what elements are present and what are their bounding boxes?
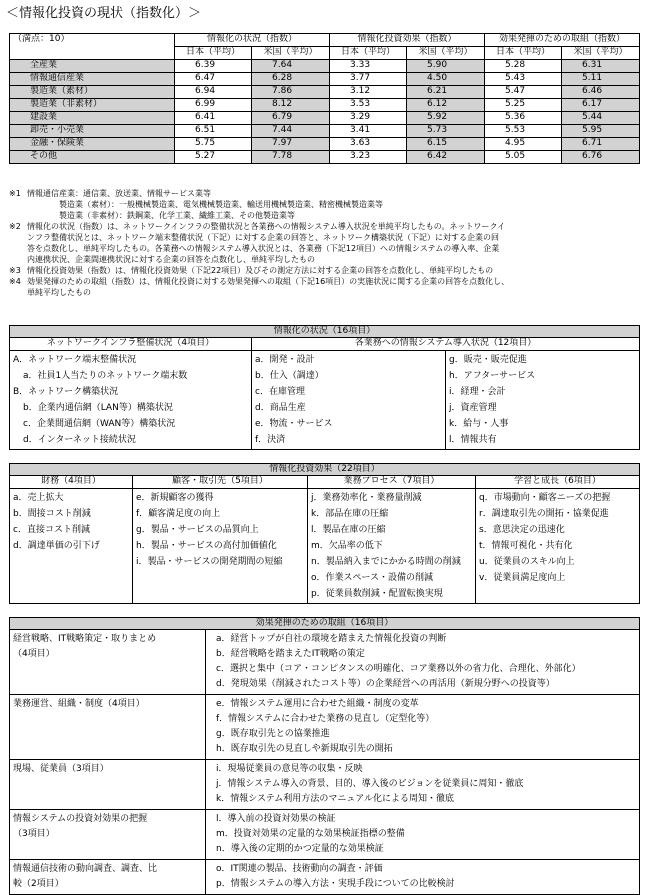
list-item: c．企業間通信網（WAN等）構築状況 bbox=[23, 418, 176, 429]
note-line: 製造業（非素材）：鉄鋼業、化学工業、繊維工業、その他製造業等 bbox=[59, 211, 295, 220]
list-item: g．販売・販売促進 bbox=[449, 354, 527, 365]
list-item: l．製品在庫の圧縮 bbox=[311, 524, 386, 535]
note-line: 情報化投資効果（指数）は、情報化投資効果（下記22項目）及びその測定方法に対する企業の回答を点数化し、単純平均したもの bbox=[27, 266, 494, 275]
index-value: 5.11 bbox=[562, 73, 640, 86]
index-value: 3.29 bbox=[330, 112, 407, 125]
note-line: 内連携状況、企業間連携状況に対する企業の回答を点数化し、単純平均したもの bbox=[27, 255, 315, 264]
list-item: o．作業スペース・設備の削減 bbox=[311, 572, 434, 583]
index-value: 4.50 bbox=[407, 73, 485, 86]
list-item: g．既存取引先との協業推進 bbox=[216, 729, 330, 740]
list-item: m．投資対効果の定量的な効果検証指標の整備 bbox=[216, 829, 405, 840]
list-item: u．従業員のスキル向上 bbox=[479, 556, 575, 567]
industry-label: その他 bbox=[10, 151, 175, 164]
effort-row bbox=[10, 695, 640, 760]
index-value: 6.31 bbox=[562, 60, 640, 73]
note-line: 情報化の状況（指数）は、ネットワークインフラの整備状況と各業務への情報システム導入状況を単純平均したもの。ネットワークイ bbox=[27, 222, 506, 231]
index-value: 6.28 bbox=[252, 73, 330, 86]
sub-header: 米国（平均） bbox=[252, 47, 330, 60]
index-value: 6.94 bbox=[175, 86, 252, 99]
index-value: 6.15 bbox=[407, 138, 485, 151]
list-item: a．社員1人当たりのネットワーク端末数 bbox=[23, 370, 188, 381]
index-value: 6.41 bbox=[175, 112, 252, 125]
index-value: 3.63 bbox=[330, 138, 407, 151]
note-text bbox=[27, 188, 641, 199]
list-item: d．インターネット接続状況 bbox=[23, 434, 136, 445]
sub-header: 米国（平均） bbox=[562, 47, 640, 60]
note-text bbox=[27, 265, 641, 276]
index-value: 7.97 bbox=[252, 138, 330, 151]
list-item: f．顧客満足度の向上 bbox=[136, 508, 221, 519]
table-row bbox=[10, 112, 640, 125]
index-value: 5.95 bbox=[562, 125, 640, 138]
category-line: 業務運営、組織・制度（4項目） bbox=[13, 699, 145, 710]
effort-row bbox=[10, 760, 640, 810]
effort-category bbox=[10, 695, 206, 760]
category-line: 情報システムの投資対効果の把握 bbox=[13, 814, 148, 825]
industry-label: 情報通信産業 bbox=[10, 73, 175, 86]
list-item: o．IT関連の製品、技術動向の調査・評価 bbox=[216, 864, 383, 875]
list-item: c．在庫管理 bbox=[255, 386, 305, 397]
list-item: l．情報共有 bbox=[449, 434, 497, 445]
index-table bbox=[9, 33, 640, 164]
list-item: k．情報システム利用方法のマニュアル化による周知・徹底 bbox=[216, 794, 454, 805]
sub-header: 日本（平均） bbox=[330, 47, 407, 60]
effect-list bbox=[308, 488, 476, 603]
list-item: i．製品・サービスの開発期間の短縮 bbox=[136, 556, 283, 567]
index-value: 6.46 bbox=[562, 86, 640, 99]
list-item: k．給与・人事 bbox=[449, 418, 509, 429]
index-value: 7.44 bbox=[252, 125, 330, 138]
category-line: 較（2項目） bbox=[13, 879, 64, 890]
column-header: 財務（4項目） bbox=[10, 476, 133, 488]
index-value: 7.78 bbox=[252, 151, 330, 164]
note-line: 単純平均したもの bbox=[27, 288, 91, 297]
industry-label: 金融・保険業 bbox=[10, 138, 175, 151]
list-item: v．従業員満足度向上 bbox=[479, 572, 566, 583]
category-line: 経営戦略、IT戦略策定・取りまとめ bbox=[13, 634, 157, 645]
list-item: e．情報システム運用に合わせた組織・制度の変革 bbox=[216, 699, 419, 710]
table-row bbox=[10, 138, 640, 151]
effect-list bbox=[133, 488, 308, 603]
sub-header: 米国（平均） bbox=[407, 47, 485, 60]
ops-list bbox=[446, 350, 640, 449]
list-item: p．従業員数削減・配置転換実現 bbox=[311, 588, 443, 599]
index-value: 5.28 bbox=[485, 60, 562, 73]
index-value: 6.76 bbox=[562, 151, 640, 164]
index-value: 3.23 bbox=[330, 151, 407, 164]
category-line: （3項目） bbox=[13, 829, 55, 840]
scale-label: （満点：10） bbox=[10, 34, 175, 60]
list-item: e．物流・サービス bbox=[255, 418, 333, 429]
ops-list bbox=[252, 350, 446, 449]
group-header-status: 情報化の状況（指数） bbox=[175, 34, 330, 47]
index-value: 6.21 bbox=[407, 86, 485, 99]
note-mark: ※2 bbox=[9, 222, 21, 231]
column-header: ネットワークインフラ整備状況（4項目） bbox=[10, 338, 252, 350]
note-mark bbox=[9, 199, 27, 210]
effect-list bbox=[10, 488, 133, 603]
note bbox=[9, 188, 641, 199]
info-status-section bbox=[9, 325, 640, 450]
column-header: 学習と成長（6項目） bbox=[476, 476, 640, 488]
note-mark bbox=[9, 210, 27, 221]
list-item: h．アフターサービス bbox=[449, 370, 536, 381]
list-item: j．業務効率化・業務量削減 bbox=[311, 492, 422, 503]
list-item: d．発現効果（削減されたコスト等）の企業経営への再活用（新規分野への投資等） bbox=[216, 679, 555, 690]
index-value: 5.73 bbox=[407, 125, 485, 138]
note bbox=[9, 265, 641, 276]
note-text bbox=[27, 221, 641, 265]
index-value: 5.44 bbox=[562, 112, 640, 125]
index-value: 5.53 bbox=[485, 125, 562, 138]
page-title: ＜情報化投資の現状（指数化）＞ bbox=[6, 6, 202, 21]
index-value: 8.12 bbox=[252, 99, 330, 112]
list-item: q．市場動向・顧客ニーズの把握 bbox=[479, 492, 611, 503]
column-header: 業務プロセス（7項目） bbox=[308, 476, 476, 488]
index-value: 5.75 bbox=[175, 138, 252, 151]
index-value: 6.79 bbox=[252, 112, 330, 125]
list-item: r．調達取引先の開拓・協業促進 bbox=[479, 508, 609, 519]
list-item: n．製品納入までにかかる時間の削減 bbox=[311, 556, 461, 567]
effort-row bbox=[10, 810, 640, 860]
index-value: 5.36 bbox=[485, 112, 562, 125]
effort-category bbox=[10, 630, 206, 695]
note-mark: ※4 bbox=[9, 277, 21, 286]
list-item: n．導入後の定期的かつ定量的な効果検証 bbox=[216, 844, 384, 855]
list-item: b．仕入（調達） bbox=[255, 370, 324, 381]
list-item: f．情報システムに合わせた業務の見直し（定型化等） bbox=[216, 714, 435, 725]
index-value: 5.47 bbox=[485, 86, 562, 99]
effort-items bbox=[206, 760, 640, 810]
index-value: 6.51 bbox=[175, 125, 252, 138]
industry-label: 卸売・小売業 bbox=[10, 125, 175, 138]
list-item: c．直接コスト削減 bbox=[13, 524, 90, 535]
list-item: h．既存取引先の見直しや新規取引先の開拓 bbox=[216, 744, 393, 755]
note-line: 効果発揮のための取組（指数）は、情報化投資に対する効果発揮への取組（下記16項目）の実施状況に関する企業の回答を点数化し、 bbox=[27, 277, 510, 286]
index-value: 6.12 bbox=[407, 99, 485, 112]
infra-list bbox=[10, 350, 252, 449]
industry-label: 製造業（非素材） bbox=[10, 99, 175, 112]
table-row bbox=[10, 125, 640, 138]
list-item: b．企業内通信網（LAN等）構築状況 bbox=[23, 402, 173, 413]
section-title: 情報化の状況（16項目） bbox=[10, 326, 640, 338]
index-value: 5.92 bbox=[407, 112, 485, 125]
index-value: 3.53 bbox=[330, 99, 407, 112]
list-item: s．意思決定の迅速化 bbox=[479, 524, 565, 535]
note-mark: ※1 bbox=[9, 189, 21, 198]
table-row bbox=[10, 151, 640, 164]
notes bbox=[9, 188, 641, 298]
note bbox=[9, 276, 641, 298]
list-item: B．ネットワーク構築状況 bbox=[13, 386, 119, 397]
list-item: a．経営トップが自社の環境を踏まえた情報化投資の判断 bbox=[216, 634, 447, 645]
category-line: （4項目） bbox=[13, 649, 55, 660]
effort-row bbox=[10, 630, 640, 695]
industry-label: 製造業（素材） bbox=[10, 86, 175, 99]
effect-list bbox=[476, 488, 640, 603]
index-value: 4.95 bbox=[485, 138, 562, 151]
list-item: c．選択と集中（コア・コンピタンスの明確化、コア業務以外の省力化、合理化、外部化） bbox=[216, 664, 581, 675]
index-value: 6.47 bbox=[175, 73, 252, 86]
list-item: b．経営戦略を踏まえたIT戦略の策定 bbox=[216, 649, 365, 660]
industry-label: 全産業 bbox=[10, 60, 175, 73]
list-item: m．欠品率の低下 bbox=[311, 540, 383, 551]
list-item: a．開発・設計 bbox=[255, 354, 315, 365]
note-line: 情報通信産業：通信業、放送業、情報サービス業等 bbox=[27, 189, 211, 198]
list-item: d．調達単価の引下げ bbox=[13, 540, 100, 551]
index-value: 5.05 bbox=[485, 151, 562, 164]
list-item: j．情報システム導入の背景、目的、導入後のビジョンを従業員に周知・徹底 bbox=[216, 779, 524, 790]
effort-items bbox=[206, 810, 640, 860]
index-value: 5.27 bbox=[175, 151, 252, 164]
note-text bbox=[27, 199, 641, 210]
note bbox=[9, 210, 641, 221]
table-row bbox=[10, 99, 640, 112]
section-title: 情報化投資効果（22項目） bbox=[10, 464, 640, 476]
table-row bbox=[10, 86, 640, 99]
table-row bbox=[10, 60, 640, 73]
list-item: t．情報可視化・共有化 bbox=[479, 540, 573, 551]
list-item: j．資産管理 bbox=[449, 402, 497, 413]
note bbox=[9, 221, 641, 265]
index-value: 5.90 bbox=[407, 60, 485, 73]
group-header-effort: 効果発揮のための取組（指数） bbox=[485, 34, 640, 47]
index-value: 6.42 bbox=[407, 151, 485, 164]
sub-header: 日本（平均） bbox=[485, 47, 562, 60]
note-text bbox=[27, 210, 641, 221]
list-item: d．商品生産 bbox=[255, 402, 306, 413]
index-value: 7.86 bbox=[252, 86, 330, 99]
list-item: f．決済 bbox=[255, 434, 286, 445]
index-value: 3.12 bbox=[330, 86, 407, 99]
index-value: 3.41 bbox=[330, 125, 407, 138]
investment-effect-section bbox=[9, 463, 640, 604]
list-item: i．現場従業員の意見等の収集・反映 bbox=[216, 764, 363, 775]
note-line: 答を点数化し、単純平均したもの。各業務への情報システム導入状況とは、各業務（下記12項目）への情報システムの導入率、企業 bbox=[27, 244, 500, 253]
table-row bbox=[10, 73, 640, 86]
list-item: g．製品・サービスの品質向上 bbox=[136, 524, 259, 535]
effort-items bbox=[206, 630, 640, 695]
list-item: A．ネットワーク端末整備状況 bbox=[13, 354, 137, 365]
category-line: 現場、従業員（3項目） bbox=[13, 764, 109, 775]
list-item: p．情報システムの導入方法・実現手段についての比較検討 bbox=[216, 879, 455, 890]
list-item: b．間接コスト削減 bbox=[13, 508, 91, 519]
note-line: 製造業（素材）：一般機械製造業、電気機械製造業、輸送用機械製造業、精密機械製造業等 bbox=[59, 200, 383, 209]
index-value: 3.33 bbox=[330, 60, 407, 73]
column-header: 顧客・取引先（5項目） bbox=[133, 476, 308, 488]
note-line: ンフラ整備状況とは、ネットワーク端末整備状況（下記）に対する企業の回答と、ネットワーク構築状況（下記）に対する企業の回 bbox=[27, 233, 499, 242]
index-value: 5.25 bbox=[485, 99, 562, 112]
industry-label: 建設業 bbox=[10, 112, 175, 125]
index-value: 6.39 bbox=[175, 60, 252, 73]
index-value: 5.43 bbox=[485, 73, 562, 86]
list-item: a．売上拡大 bbox=[13, 492, 64, 503]
effort-category bbox=[10, 760, 206, 810]
effort-items bbox=[206, 695, 640, 760]
index-value: 6.71 bbox=[562, 138, 640, 151]
index-value: 3.77 bbox=[330, 73, 407, 86]
note-mark: ※3 bbox=[9, 266, 21, 275]
section-title: 効果発揮のための取組（16項目） bbox=[10, 618, 640, 630]
index-value: 6.99 bbox=[175, 99, 252, 112]
group-header-effect: 情報化投資効果（指数） bbox=[330, 34, 485, 47]
effort-category bbox=[10, 810, 206, 860]
note bbox=[9, 199, 641, 210]
column-header: 各業務への情報システム導入状況（12項目） bbox=[252, 338, 640, 350]
effort-section bbox=[9, 617, 640, 895]
list-item: k．部品在庫の圧縮 bbox=[311, 508, 389, 519]
list-item: l．導入前の投資対効果の検証 bbox=[216, 814, 336, 825]
list-item: h．製品・サービスの高付加価値化 bbox=[136, 540, 277, 551]
index-value: 7.64 bbox=[252, 60, 330, 73]
category-line: 情報通信技術の動向調査、調査、比 bbox=[13, 864, 158, 875]
index-value: 6.17 bbox=[562, 99, 640, 112]
list-item: e．新規顧客の獲得 bbox=[136, 492, 214, 503]
list-item: i．経理・会計 bbox=[449, 386, 506, 397]
sub-header: 日本（平均） bbox=[175, 47, 252, 60]
note-text bbox=[27, 276, 641, 298]
